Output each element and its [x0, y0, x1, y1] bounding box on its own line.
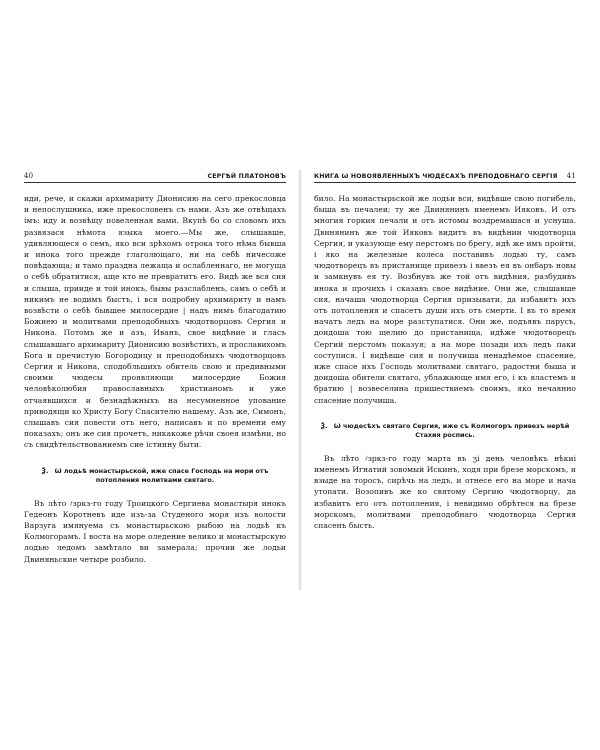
right-paragraph: Въ лѣто ҂зркз-го году марта въ ӡі день человѣкъ нѣкиі именемъ Игнатий зовомый Искинъ, ходя при брезе морскомъ, и взыде на торосъ, сирѣчь на ледъ, и отнесе его на море и нача утопати. Возопивъ же ко святому Сергию чюдотворцу, да избавитъ его отъ потопления, і невидимо обрѣтеся на брезе морскомъ, молитвами преподобнаго чюдотворца Сергия спасенъ бысть.: [314, 453, 576, 531]
left-running-head: [24, 170, 286, 183]
left-paragraph: Въ лѣто ҂зркз-го году Троицкого Сергиева монастыря инокъ Гедеонъ Коротневъ иде изъ-за Студеного моря изъ волости Варзуга имянуема съ монастырьскою рыбою на лодьѣ къ Колмогорамъ. І воста на море оледение велико и монастырскую лодью ледомъ замѣтало ви замерала; прочии же лодьи Двиняньские четыре розбило.: [24, 498, 286, 564]
right-text-block: [314, 193, 576, 531]
left-page-number: 40: [24, 172, 34, 180]
left-heading-number: Ѯ.: [41, 466, 49, 475]
book-spread: [24, 170, 576, 590]
book-gutter: [298, 170, 302, 590]
left-paragraph: иди, рече, и скажи архимариту Дионисию на сего прекословца и непослушника, иже прекословенъ съ нами. Азъ же отвѣщахъ імъ: иду и возвѣщу повеленная вами. Вкупѣ бо со словомъ ихъ развязася нѣмота языка моего.—Мы же, слышавше, удивляющеся о семъ, яко вси зрѣхомъ отрока того нѣма бывша и инока того прежде глаголющаго, ни на себѣ ничесоже повѣдающа; и тамо праздна лежаща и ослабленнаго, не могуща о себѣ обратитися, аще кто не превратитъ его. Видѣ же вся сия и слыша, прииде и той инокъ, бывы разслабленъ, самъ о себѣ и никимъ не водимъ быстъ, і вся подробну архимариту и намъ возвѣсти о себѣ бывшее милосердие | надъ нимъ благодатию Божиею и молитвами преподобныхъ чюдотворцовъ Сергия и Никона. Потомъ же и азъ, Иванъ, свое видѣние и гласъ слышавшаго архимариту Дионисию возвѣстихъ, и прославихомъ Бога и пречистую Богородицу и преподобныхъ чюдотворцовъ Сергия и Никона, сподобльшихъ обитель свою и предивными своими чюдесы проявляющи милосердие Божия человѣколюбия православныхъ христианомъ и уже отчаявшихся и безнадѣжныхъ на несумненное упование приводящи ко Христу Богу Спасителю нашему. Азъ же, Симонъ, слышавъ сия повести отъ него, написавъ и по времени ему показахъ; онъ же сия прочетъ, никакоже рѣчи своея измѣни, но съ свидѣтельствованиемъ сие істинну быти.: [24, 194, 286, 450]
left-running-title: СЕРГѢЙ ПЛАТОНОВЪ: [207, 173, 286, 180]
right-running-title: КНИГА Ѡ НОВОЯВЛЕННЫХЪ ЧЮДЕСАХЪ ПРЕПОДОБНАГО СЕРГIЯ: [314, 173, 558, 180]
left-page: [24, 170, 286, 590]
right-heading-number: Ѯ.: [320, 421, 328, 430]
left-section-heading: [24, 467, 286, 486]
right-page-number: 41: [566, 172, 576, 180]
right-paragraph: било. На монастырьской же лодьи вси, видѣвше свою погибель, быша въ печалеи; ту же Двинянинъ именемъ Ияковъ. И отъ многия горкия печали и отъ истомы воздремашася и уснуша. Двинянинъ же той Ияковъ видитъ въ видѣнии чюдотворца Сергия, и указующе ему перстомъ по брегу, идѣ же имъ пройти, і яко на железные колеса поставивъ лодью ту, самъ чюдотворецъ въ пристанище привезъ і ввезъ ея въ онбаръ новы и замкнувъ ея ту. Возбнувъ же той отъ видѣния, разбудивъ инока и прочихъ і сказавъ свое видѣние. Они же, слышавше сия, начаша чюдотворца Сергия призывати, да избавитъ ихъ отъ потопления и спасетъ души ихъ отъ смерти. І въ то время начатъ ледъ на море разступатися. Они же, подъявъ парусъ, доидоша тою щелию до пристанища, идѣже чюдотворецъ Сергий перстомъ показуя; а на море позади ихъ ледъ паки соступися. І видѣвше сия и получиша ненадѣемое спасение, иже спасе ихъ Господь молитвами святаго, радостни быша и доидоша обители святаго, ублажающе имя его, і къ властемъ и братию | возвеселина пришествиемъ своимъ, яко нечаянно спасение получиша.: [314, 194, 576, 405]
right-heading-text: Ѡ чюдесѣхъ святаго Сергия, иже съ Колмогоръ привезъ нерѣй Стахия роспись.: [333, 421, 570, 440]
right-running-head: [314, 170, 576, 183]
right-section-heading: [314, 422, 576, 441]
left-heading-text: Ѡ лодьѣ монастырьской, иже спасе Господь на мори отъ потопления молитвами святаго.: [54, 466, 269, 485]
left-text-block: [24, 193, 286, 565]
right-page: [314, 170, 576, 590]
